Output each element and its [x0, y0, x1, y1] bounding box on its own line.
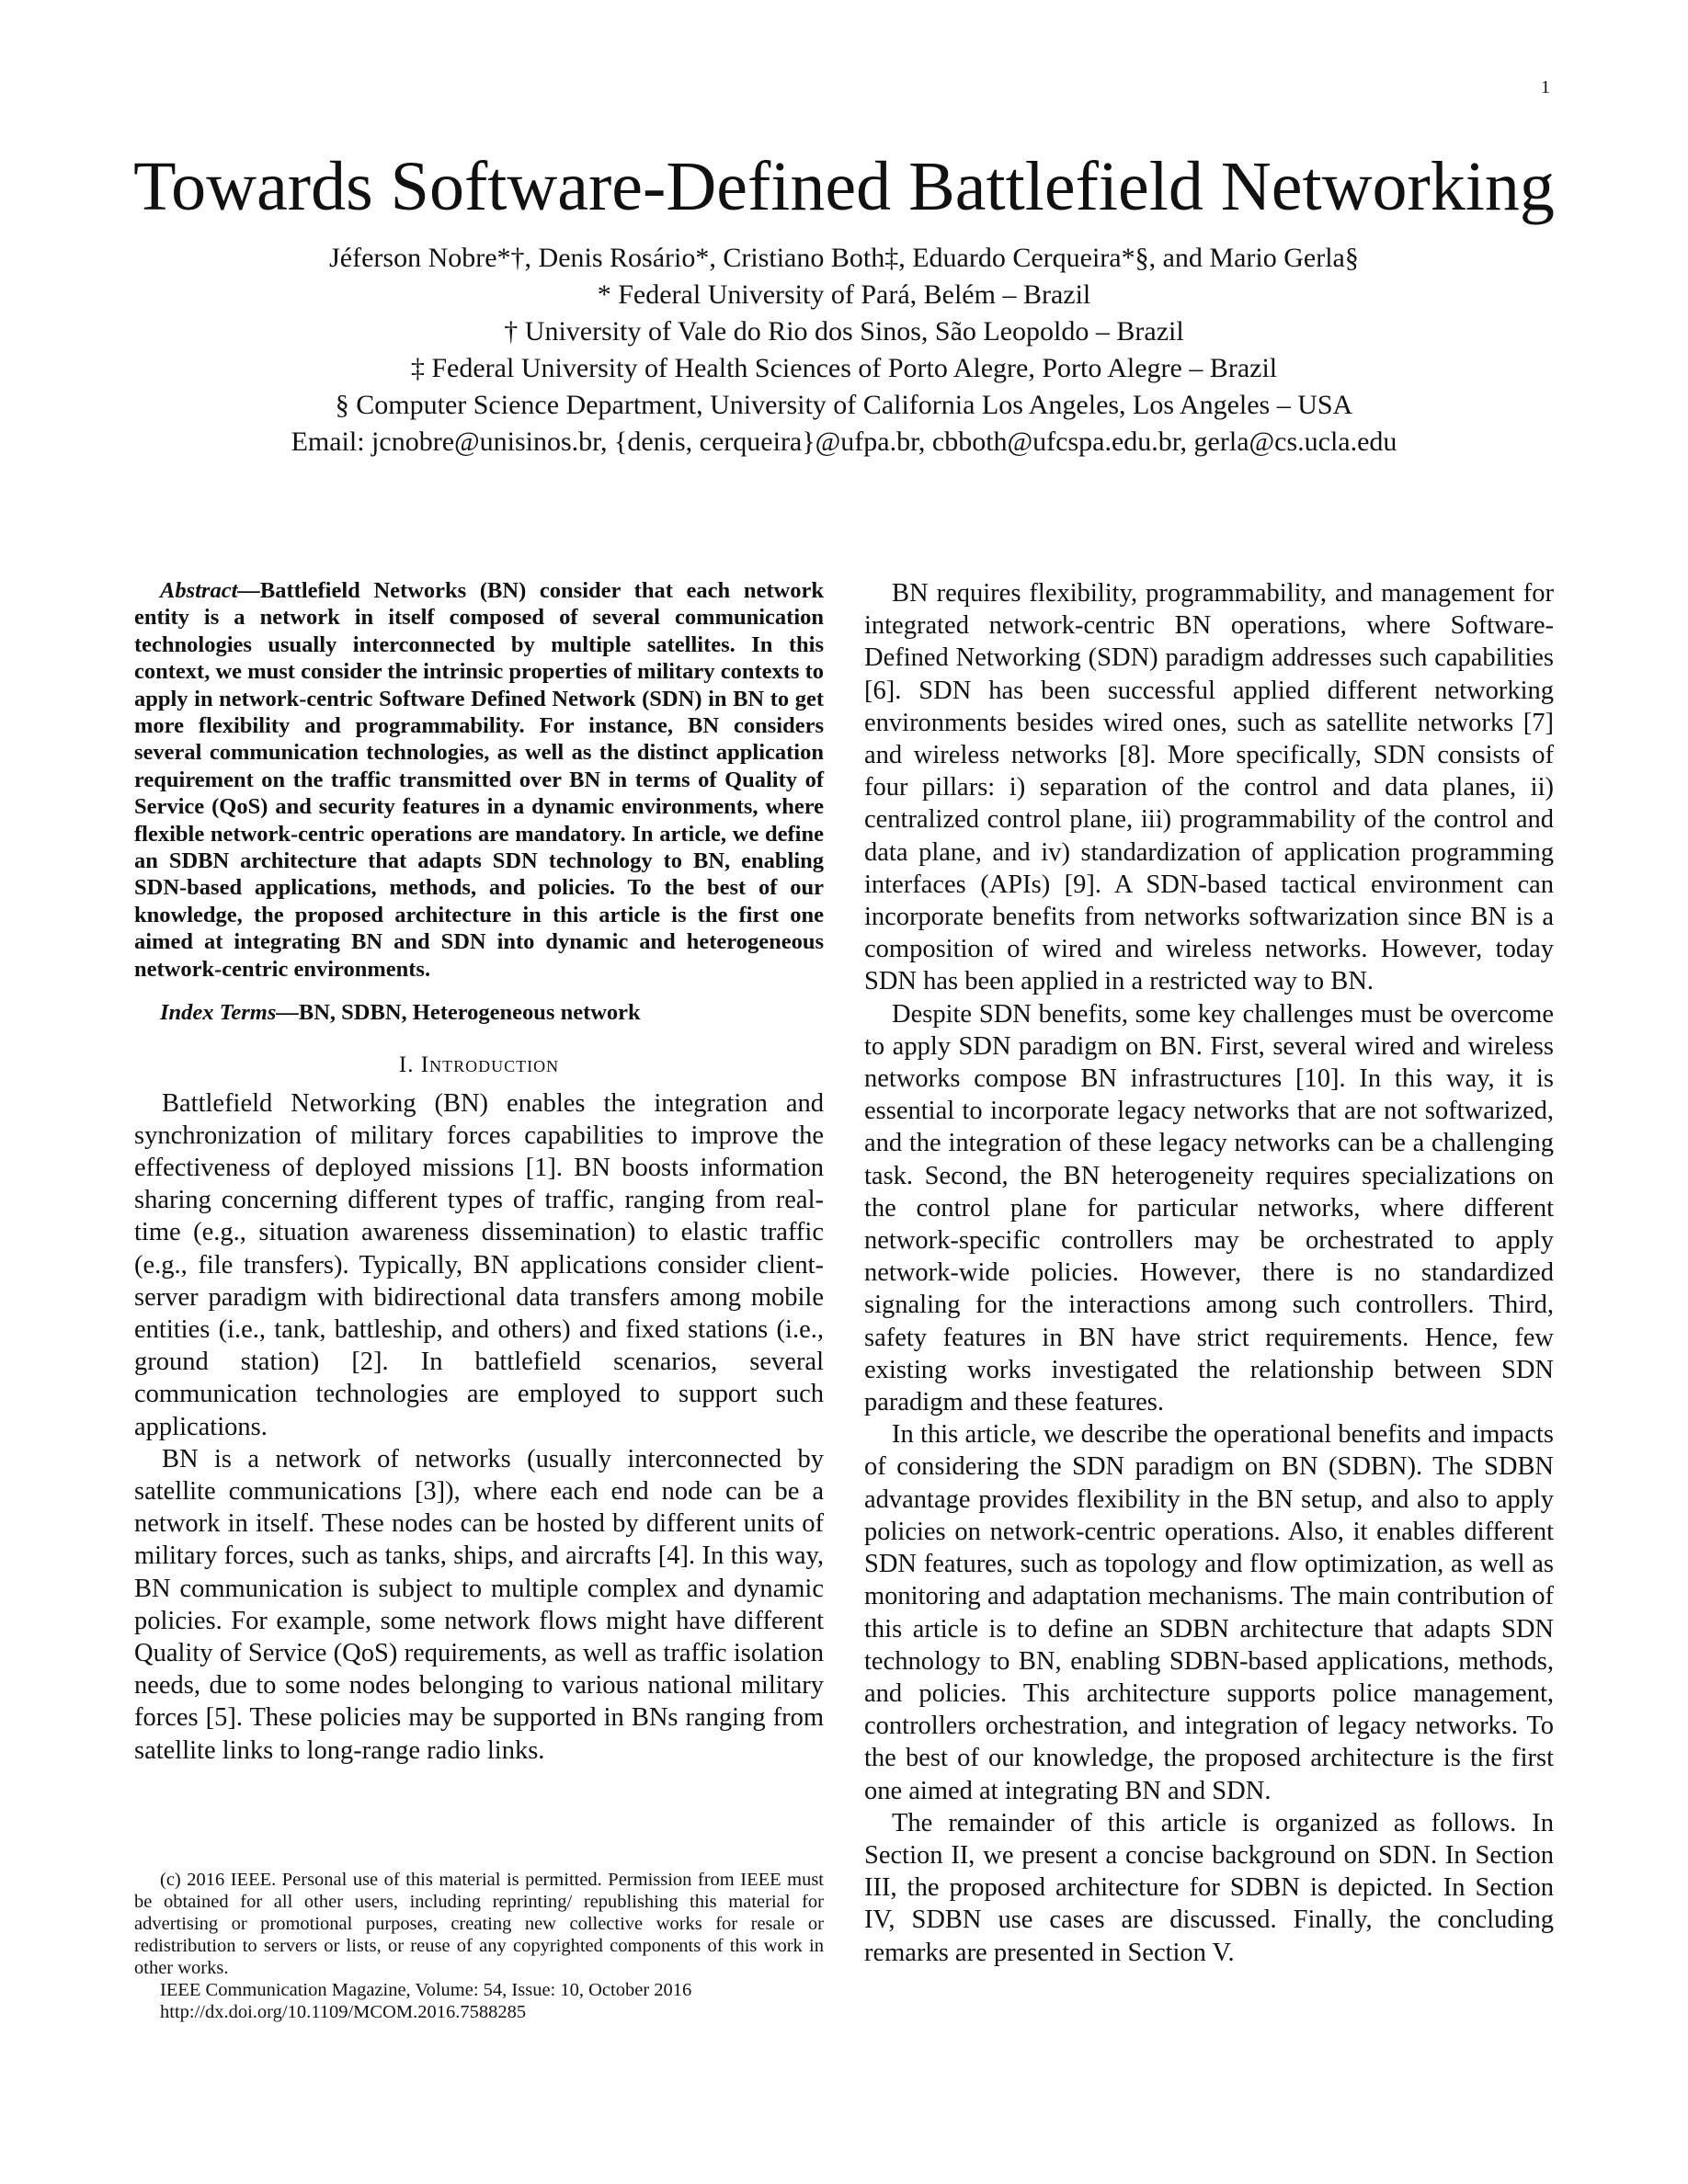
right-paragraph-4: The remainder of this article is organized as follows. In Section II, we present a concise background on SDN. In Section III, the proposed architecture for SDBN is depicted. In Section IV, SDBN use cases are discussed. Finally, the concluding remarks are presented in Section V. — [864, 1808, 1554, 1967]
author-block — [0, 240, 1688, 461]
right-paragraph-1: BN requires flexibility, programmability, and management for integrated network-centric BN operations, where Software-Defined Networking (SDN) paradigm addresses such capabilities [6]. SDN has been successful applied different networking environments besides wired ones, such as satellite networks [7] and wireless networks [8]. More specifically, SDN consists of four pillars: i) separation of the control and data planes, ii) centralized control plane, iii) programmability of the control and data plane, and iv) standardization of application programming interfaces (APIs) [9]. A SDN-based tactical environment can incorporate benefits from networks softwarization since BN is a composition of wired and wireless networks. However, today SDN has been applied in a restricted way to BN. — [864, 579, 1554, 996]
paper-header — [0, 147, 1688, 461]
affiliation-4: § Computer Science Department, University of California Los Angeles, Los Angeles – USA — [335, 390, 1353, 421]
page-number: 1 — [1541, 77, 1550, 97]
index-terms-text: BN, SDBN, Heterogeneous network — [298, 1000, 641, 1026]
paper-title: Towards Software-Defined Battlefield Networking — [133, 148, 1555, 225]
abstract-text: Battlefield Networks (BN) consider that each network entity is a network in itself composed of several communication technologies usually interconnected by multiple satellites. In this context, we must consider the intrinsic properties of military contexts to apply in network-centric Software Defined Network (SDN) in BN to get more flexibility and programmability. For instance, BN considers several communication technologies, as well as the distinct application requirement on the traffic transmitted over BN in terms of Quality of Service (QoS) and security features in a dynamic environments, where flexible network-centric operations are mandatory. In article, we define an SDBN architecture that adapts SDN technology to BN, enabling SDN-based applications, methods, and policies. To the best of our knowledge, the proposed architecture in this article is the first one aimed at integrating BN and SDN into dynamic and heterogeneous network-centric environments. — [134, 578, 824, 982]
intro-paragraph-2: BN is a network of networks (usually interconnected by satellite communications [3]), where each end node can be a network in itself. These nodes can be hosted by different units of military forces, such as tanks, ships, and aircrafts [4]. In this way, BN communication is subject to multiple complex and dynamic policies. For example, some network flows might have different Quality of Service (QoS) requirements, as well as traffic isolation needs, due to some nodes belonging to various national military forces [5]. These policies may be supported in BNs ranging from satellite links to long-range radio links. — [134, 1444, 824, 1765]
copyright-footnote — [134, 1869, 824, 2023]
affiliation-2: † University of Vale do Rio dos Sinos, São Leopoldo – Brazil — [504, 316, 1184, 347]
left-column — [134, 577, 824, 1767]
affiliation-1: * Federal University of Pará, Belém – Brazil — [597, 279, 1091, 311]
right-paragraph-2: Despite SDN benefits, some key challenges must be overcome to apply SDN paradigm on BN. First, several wired and wireless networks compose BN infrastructures [10]. In this way, it is essential to incorporate legacy networks that are not softwarized, and the integration of these legacy networks can be a challenging task. Second, the BN heterogeneity requires specializations on the control plane for particular networks, where different network-specific controllers may be orchestrated to apply network-wide policies. However, there is no standardized signaling for the interactions among such controllers. Third, safety features in BN have strict requirements. Hence, few existing works investigated the relationship between SDN paradigm and these features. — [864, 999, 1554, 1417]
email-line: Email: jcnobre@unisinos.br, {denis, cerqueira}@ufpa.br, cbboth@ufcspa.edu.br, gerla@cs.ucla.edu — [291, 427, 1397, 458]
index-terms-label: Index Terms— — [160, 1000, 299, 1026]
abstract-label: Abstract— — [160, 578, 260, 603]
index-terms — [134, 999, 824, 1026]
section-heading-introduction: I. Introduction — [398, 1052, 560, 1077]
doi-link[interactable]: http://dx.doi.org/10.1109/MCOM.2016.7588285 — [160, 2002, 527, 2022]
abstract — [134, 577, 824, 983]
publication-info: IEEE Communication Magazine, Volume: 54, Issue: 10, October 2016 — [160, 1980, 692, 2000]
author-list: Jéferson Nobre*†, Denis Rosário*, Cristiano Both‡, Eduardo Cerqueira*§, and Mario Gerla§ — [329, 243, 1359, 274]
intro-paragraph-1: Battlefield Networking (BN) enables the integration and synchronization of military forces capabilities to improve the effectiveness of deployed missions [1]. BN boosts information sharing concerning different types of traffic, ranging from real-time (e.g., situation awareness dissemination) to elastic traffic (e.g., file transfers). Typically, BN applications consider client-server paradigm with bidirectional data transfers among mobile entities (i.e., tank, battleship, and others) and fixed stations (i.e., ground station) [2]. In battlefield scenarios, several communication technologies are employed to support such applications. — [134, 1088, 824, 1441]
right-paragraph-3: In this article, we describe the operational benefits and impacts of considering the SDN paradigm on BN (SDBN). The SDBN advantage provides flexibility in the BN setup, and also to apply policies on network-centric operations. Also, it enables different SDN features, such as topology and flow optimization, as well as monitoring and adaptation mechanisms. The main contribution of this article is to define an SDBN architecture that adapts SDN technology to BN, enabling SDBN-based applications, methods, and policies. This architecture supports police management, controllers orchestration, and integration of legacy networks. To the best of our knowledge, the proposed architecture is the first one aimed at integrating BN and SDN. — [864, 1420, 1554, 1805]
right-column — [864, 577, 1554, 1969]
affiliation-3: ‡ Federal University of Health Sciences of Porto Alegre, Porto Alegre – Brazil — [410, 353, 1278, 384]
copyright-text: (c) 2016 IEEE. Personal use of this material is permitted. Permission from IEEE must be obtained for all other users, including reprinting/ republishing this material for advertising or promotional purposes, creating new collective works for resale or redistribution to servers or lists, or reuse of any copyrighted components of this work in other works. — [134, 1870, 824, 1978]
